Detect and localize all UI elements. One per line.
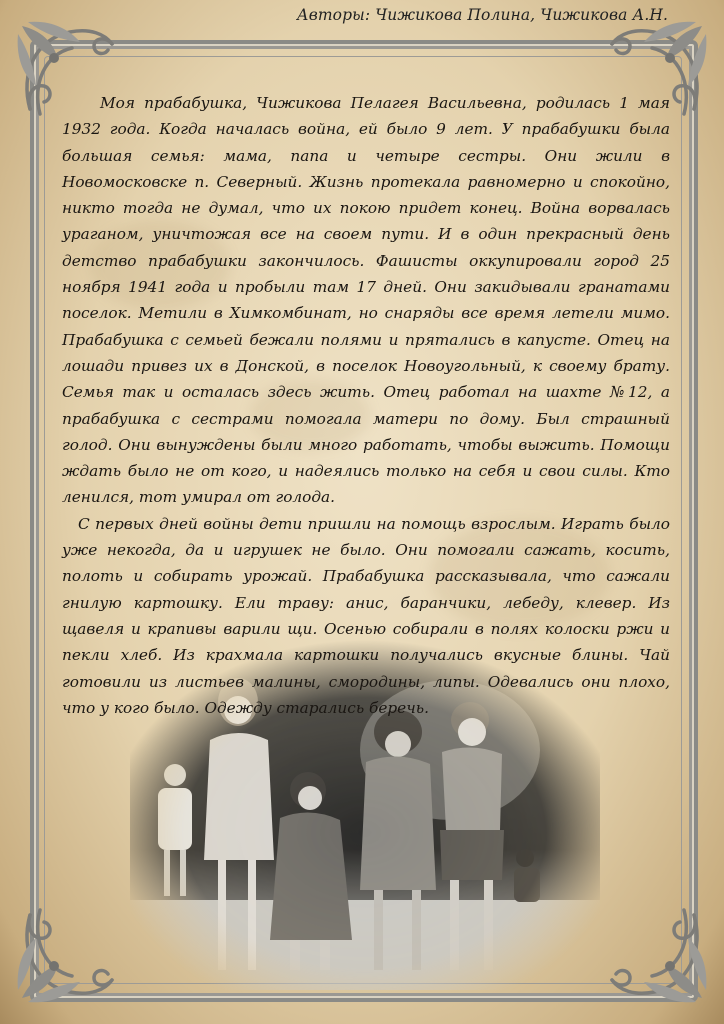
authors-line: Авторы: Чижикова Полина, Чижикова А.Н. <box>296 6 668 24</box>
corner-ornament-icon <box>594 890 714 1010</box>
story-paragraph: Моя прабабушка, Чижикова Пелагея Васильевна, родилась 1 мая 1932 года. Когда началась война, ей было 9 лет. У прабабушки была большая семья: мама, папа и четыре сестры. Они жили в Новомосковске п. Северный. Жизнь протекала равномерно и спокойно, никто тогда не думал, что их покою придет конец. Война ворвалась ураганом, уничтожая все на своем пути. И в один прекрасный день детство прабабушки закончилось. Фашисты оккупировали город 25 ноября 1941 года и пробыли там 17 дней. Они закидывали гранатами поселок. Метили в Химкомбинат, но снаряды все время летели мимо. Прабабушка с семьей бежали полями и прятались в капусте. Отец на лошади привез их в Донской, в поселок Новоугольный, к своему брату. Семья так и осталась здесь жить. Отец работал на шахте №12, а прабабушка с сестрами помогала матери по дому. Был страшный голод. Они вынуждены были много работать, чтобы выжить. Помощи ждать было не от кого, и надеялись только на себя и свои силы. Кто ленился, тот умирал от голода. <box>62 94 670 507</box>
story-text <box>62 90 670 721</box>
corner-ornament-icon <box>10 890 130 1010</box>
story-paragraph: С первых дней войны дети пришли на помощь взрослым. Играть было уже некогда, да и игрушек не было. Они помогали сажать, косить, полоть и собирать урожай. Прабабушка рассказывала, что сажали гнилую картошку. Ели траву: анис, баранчики, лебеду, клевер. Из щавеля и крапивы варили щи. Осенью собирали в полях колоски ржи и пекли хлеб. Из крахмала картошки получались вкусные блины. Чай готовили из листьев малины, смородины, липы. Одевались они плохо, что у кого было. Одежду старались беречь. <box>62 514 670 717</box>
